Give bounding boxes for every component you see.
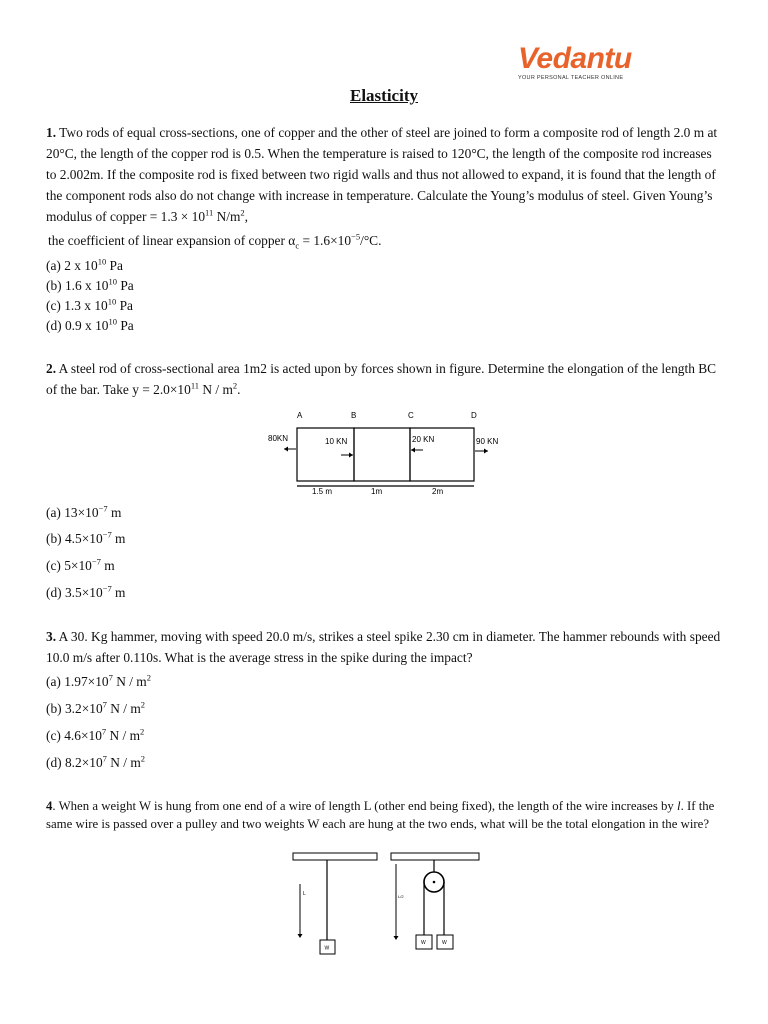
svg-text:W: W [324, 945, 330, 952]
logo-tagline: YOUR PERSONAL TEACHER ONLINE [518, 75, 624, 81]
question-number: 3. [46, 629, 57, 644]
option-b: (b) $4.5\times 10^{-7}$ m [46, 529, 126, 546]
force-label-d: 90 KN [476, 437, 499, 446]
option-d: (d) $3.5\times 10^{-7}$ m [46, 583, 126, 600]
left-support [293, 853, 377, 860]
length-label-bc: 1m [371, 487, 383, 496]
option-a: (a) $13\times 10^{-7}$ m [46, 503, 122, 520]
svg-text:W: W [442, 940, 447, 946]
point-label-a: A [297, 411, 303, 420]
question-3 [46, 626, 722, 668]
question-1: 1. Two rods of equal cross-sections, one of copper and the other of steel are joined to form a composite rod of length 2.0 m at 20°C, the length of the copper rod is 0.5. When the temperature is raised to 120°C, the length of the composite rod increases to 2.002m. If the composite rod is fixed between two rigid walls and thus not allowed to expand, it is found that the length of the component rods also do not change with increase in temperature. Calculate the Young’s modulus of steel. Given Young’s modulus of copper = $1.3 \times 10^{11}$ $N/m^2$, [46, 125, 718, 224]
option-c: (c) $4.6\times 10^7$ N / $m^2$ [46, 726, 145, 743]
option-d: (d) $8.2\times 10^7$ N / $m^2$ [46, 753, 146, 770]
length-label-cd: 2m [432, 487, 444, 496]
question-number: 2. [46, 361, 57, 376]
question-text: A steel rod of cross-sectional area 1m2 is acted upon by forces shown in figure. Determine the elongation of the length BC of the bar. Take y = 2.0×10 [46, 361, 717, 397]
question-text: A 30. Kg hammer, moving with speed 20.0 m/s, strikes a steel spike 2.30 cm in diameter. The hammer rebounds with speed 10.0 m/s after 0.110s. What is the average stress in the spike during the impact? [46, 629, 721, 665]
option-c: (c) $5\times 10^{-7}$ m [46, 556, 115, 573]
point-label-d: D [471, 411, 477, 420]
option-c: (c) 1.3 x $10^{10}$ Pa [46, 296, 133, 313]
length-label-ab: 1.5 m [312, 487, 333, 496]
wire-pulley-figure [290, 850, 486, 960]
question-2: 2. A steel rod of cross-sectional area 1m2 is acted upon by forces shown in figure. Determine the elongation of the length BC of the bar. Take $y = 2.0\times 10^{11}$ N / $m^2$. [46, 361, 717, 397]
rod-forces-figure [262, 406, 512, 498]
question-1-given: the coefficient of linear expansion of copper $\alpha_c = 1.6\times 10^{-5}/^\circ C$. [48, 231, 382, 251]
question-text: Two rods of equal cross-sections, one of copper and the other of steel are joined to form a composite rod of length 2.0 m at 20°C, the length of the copper rod is 0.5. When the temperature is raised to 120°C, the length of the composite rod increases to 2.002m. If the composite rod is fixed between two rigid walls and thus not allowed to expand, it is found that the length of the component rods also do not change with increase in temperature. Calculate the Young’s modulus of steel. Given Young’s modulus of copper = 1.3 × 10 [46, 125, 718, 224]
question-number: 4 [46, 799, 53, 813]
option-a: (a) 2 x $10^{10}$ Pa [46, 256, 123, 273]
option-b: (b) 1.6 x $10^{10}$ Pa [46, 276, 134, 293]
question-text: . When a weight W is hung from one end of a wire of length L (other end being fixed), the length of the wire increases by [52, 799, 678, 813]
vedantu-logo [518, 44, 636, 81]
option-b: (b) $3.2\times 10^7$ N / $m^2$ [46, 699, 146, 716]
question-number: 1. [46, 125, 57, 140]
point-label-c: C [408, 411, 414, 420]
page-title: Elasticity [350, 86, 418, 105]
force-label-a: 80KN [268, 434, 289, 443]
length-label: L [303, 891, 306, 897]
force-label-c: 20 KN [412, 435, 435, 444]
length-label: L/2 [398, 894, 404, 899]
logo-word: Vedantu [518, 42, 632, 75]
svg-text:W: W [421, 940, 426, 946]
point-label-b: B [351, 411, 357, 420]
right-support [391, 853, 479, 860]
force-label-b: 10 KN [325, 437, 348, 446]
option-a: (a) $1.97\times 10^7$ N / $m^2$ [46, 672, 151, 689]
option-d: (d) 0.9 x $10^{10}$ Pa [46, 316, 134, 333]
rod-segment-bc [354, 428, 410, 481]
question-4: 4. When a weight W is hung from one end of a wire of length L (other end being fixed), the length of the wire increases by l. If the same wire is passed over a pulley and two weights W each are hung at the two ends, what will be the total elongation in the wire? [46, 799, 715, 831]
